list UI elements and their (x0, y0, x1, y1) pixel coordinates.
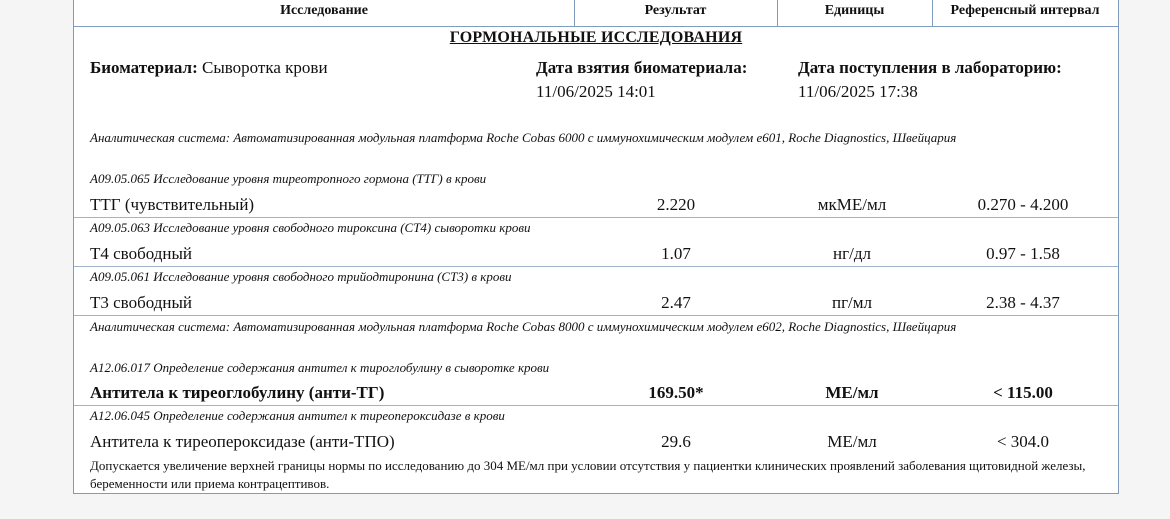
row-divider (74, 266, 1118, 267)
test-reference: < 115.00 (993, 383, 1053, 402)
section-title: ГОРМОНАЛЬНЫЕ ИССЛЕДОВАНИЯ (449, 29, 743, 46)
table-header (74, 0, 1118, 27)
test-units: пг/мл (831, 293, 873, 312)
row-divider (74, 405, 1118, 406)
row-divider (74, 315, 1118, 316)
lab-report-sheet (73, 0, 1119, 494)
test-name: ТТГ (чувствительный) (90, 195, 255, 214)
test-units: мкМЕ/мл (817, 195, 887, 214)
column-header-reference: Референсный интервал (950, 3, 1100, 18)
test-units: нг/дл (833, 244, 871, 263)
test-name: Антитела к тиреопероксидазе (анти-ТПО) (90, 432, 395, 451)
column-header-units: Единицы (824, 3, 885, 18)
test-code: A09.05.065 Исследование уровня тиреотропного гормона (ТТГ) в крови (90, 171, 487, 186)
test-result: 1.07 (661, 244, 691, 263)
test-units: МЕ/мл (827, 432, 877, 451)
test-code: A12.06.017 Определение содержания антител к тироглобулину в сыворотке крови (90, 360, 550, 375)
test-result: 29.6 (661, 432, 691, 451)
test-name: Антитела к тиреоглобулину (анти-ТГ) (90, 383, 385, 402)
received-date: 11/06/2025 17:38 (798, 82, 918, 101)
test-reference: 2.38 - 4.37 (986, 293, 1060, 312)
row-divider (74, 217, 1118, 218)
test-result: 2.220 (656, 195, 696, 214)
biomaterial-value: Сыворотка крови (201, 58, 328, 77)
test-units: МЕ/мл (825, 383, 879, 402)
test-name: Т3 свободный (90, 293, 193, 312)
biomaterial-label: Биоматериал: (90, 58, 198, 77)
test-result-flagged: 169.50* (648, 383, 704, 402)
analytical-system-note: Аналитическая система: Автоматизированная модульная платформа Roche Cobas 8000 с иммунохимическим модулем е602, Roche Diagnostics, Швейцария (90, 319, 957, 334)
analytical-system-note: Аналитическая система: Автоматизированная модульная платформа Roche Cobas 6000 с иммунохимическим модулем е601, Roche Diagnostics, Швейцария (90, 130, 957, 145)
test-name: Т4 свободный (90, 244, 193, 263)
test-reference: 0.97 - 1.58 (986, 244, 1060, 263)
column-header-study: Исследование (280, 3, 368, 18)
test-reference: 0.270 - 4.200 (977, 195, 1069, 214)
biomaterial-line (90, 58, 328, 78)
footnote: Допускается увеличение верхней границы нормы по исследованию до 304 МЕ/мл при условии отсутствия у пациентки клинических проявлений заболевания щитовидной железы, беременности или приема контрацептивов. (90, 458, 1086, 491)
test-result: 2.47 (661, 293, 691, 312)
test-code: A12.06.045 Определение содержания антител к тиреопероксидазе в крови (90, 408, 505, 423)
collection-date: 11/06/2025 14:01 (536, 82, 656, 101)
test-code: A09.05.061 Исследование уровня свободного трийодтиронина (СТ3) в крови (90, 269, 512, 284)
test-reference: < 304.0 (996, 432, 1050, 451)
collection-date-label: Дата взятия биоматериала: (536, 58, 748, 77)
test-code: A09.05.063 Исследование уровня свободного тироксина (СТ4) сыворотки крови (90, 220, 531, 235)
received-date-label: Дата поступления в лабораторию: (798, 58, 1062, 77)
column-header-result: Результат (644, 3, 707, 18)
